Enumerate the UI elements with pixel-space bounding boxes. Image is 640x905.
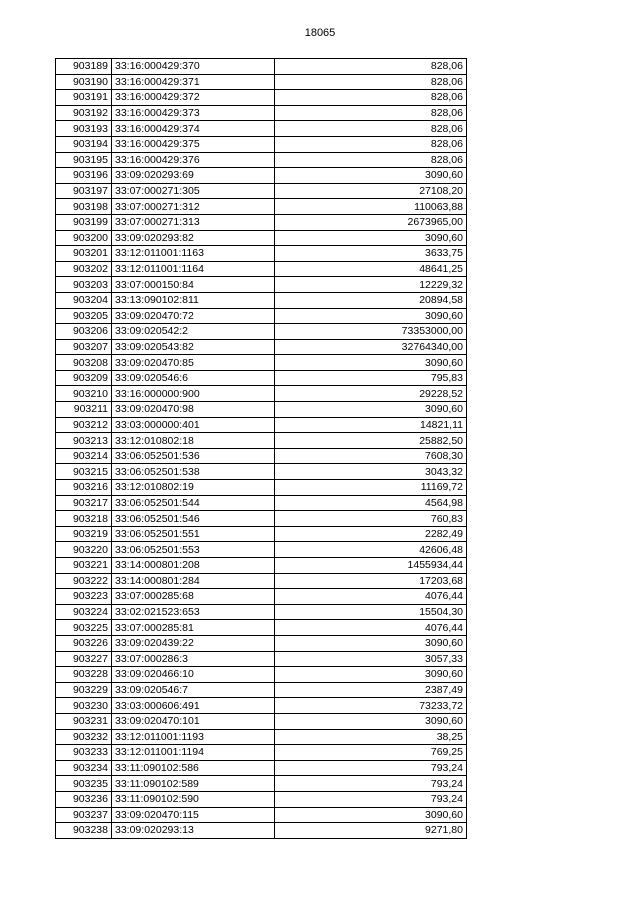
value-cell: 7608,30 bbox=[275, 448, 467, 464]
cadastral-number-cell: 33:11:090102:590 bbox=[112, 791, 275, 807]
value-cell: 9271,80 bbox=[275, 823, 467, 839]
row-number-cell: 903196 bbox=[56, 168, 112, 184]
row-number-cell: 903195 bbox=[56, 152, 112, 168]
row-number-cell: 903227 bbox=[56, 651, 112, 667]
value-cell: 11169,72 bbox=[275, 480, 467, 496]
value-cell: 828,06 bbox=[275, 90, 467, 106]
cadastral-number-cell: 33:12:011001:1194 bbox=[112, 745, 275, 761]
registry-table bbox=[55, 58, 467, 839]
row-number-cell: 903216 bbox=[56, 480, 112, 496]
value-cell: 4076,44 bbox=[275, 589, 467, 605]
table-row bbox=[56, 807, 467, 823]
cadastral-number-cell: 33:07:000286:3 bbox=[112, 651, 275, 667]
cadastral-number-cell: 33:13:090102:811 bbox=[112, 292, 275, 308]
cadastral-number-cell: 33:12:011001:1164 bbox=[112, 261, 275, 277]
cadastral-number-cell: 33:16:000429:375 bbox=[112, 136, 275, 152]
table-row bbox=[56, 105, 467, 121]
value-cell: 73233,72 bbox=[275, 698, 467, 714]
cadastral-number-cell: 33:16:000000:900 bbox=[112, 386, 275, 402]
row-number-cell: 903231 bbox=[56, 713, 112, 729]
row-number-cell: 903236 bbox=[56, 791, 112, 807]
cadastral-number-cell: 33:16:000429:374 bbox=[112, 121, 275, 137]
table-row bbox=[56, 651, 467, 667]
value-cell: 3090,60 bbox=[275, 308, 467, 324]
table-row bbox=[56, 417, 467, 433]
table-row bbox=[56, 823, 467, 839]
row-number-cell: 903205 bbox=[56, 308, 112, 324]
row-number-cell: 903214 bbox=[56, 448, 112, 464]
table-row bbox=[56, 339, 467, 355]
value-cell: 38,25 bbox=[275, 729, 467, 745]
value-cell: 4076,44 bbox=[275, 620, 467, 636]
table-row bbox=[56, 464, 467, 480]
cadastral-number-cell: 33:11:090102:586 bbox=[112, 760, 275, 776]
value-cell: 110063,88 bbox=[275, 199, 467, 215]
row-number-cell: 903224 bbox=[56, 604, 112, 620]
value-cell: 25882,50 bbox=[275, 433, 467, 449]
row-number-cell: 903235 bbox=[56, 776, 112, 792]
value-cell: 769,25 bbox=[275, 745, 467, 761]
registry-table-body bbox=[56, 59, 467, 839]
value-cell: 3090,60 bbox=[275, 713, 467, 729]
table-row bbox=[56, 183, 467, 199]
cadastral-number-cell: 33:12:010802:18 bbox=[112, 433, 275, 449]
value-cell: 3090,60 bbox=[275, 807, 467, 823]
row-number-cell: 903238 bbox=[56, 823, 112, 839]
table-row bbox=[56, 355, 467, 371]
value-cell: 828,06 bbox=[275, 152, 467, 168]
row-number-cell: 903211 bbox=[56, 402, 112, 418]
row-number-cell: 903193 bbox=[56, 121, 112, 137]
row-number-cell: 903202 bbox=[56, 261, 112, 277]
value-cell: 3633,75 bbox=[275, 246, 467, 262]
cadastral-number-cell: 33:09:020293:13 bbox=[112, 823, 275, 839]
table-row bbox=[56, 152, 467, 168]
row-number-cell: 903203 bbox=[56, 277, 112, 293]
value-cell: 3090,60 bbox=[275, 635, 467, 651]
table-row bbox=[56, 620, 467, 636]
row-number-cell: 903219 bbox=[56, 526, 112, 542]
row-number-cell: 903222 bbox=[56, 573, 112, 589]
row-number-cell: 903225 bbox=[56, 620, 112, 636]
row-number-cell: 903218 bbox=[56, 511, 112, 527]
cadastral-number-cell: 33:12:011001:1193 bbox=[112, 729, 275, 745]
value-cell: 828,06 bbox=[275, 74, 467, 90]
cadastral-number-cell: 33:09:020542:2 bbox=[112, 324, 275, 340]
value-cell: 828,06 bbox=[275, 105, 467, 121]
table-row bbox=[56, 573, 467, 589]
table-row bbox=[56, 526, 467, 542]
value-cell: 3090,60 bbox=[275, 168, 467, 184]
table-row bbox=[56, 386, 467, 402]
row-number-cell: 903208 bbox=[56, 355, 112, 371]
table-row bbox=[56, 635, 467, 651]
value-cell: 20894,58 bbox=[275, 292, 467, 308]
row-number-cell: 903221 bbox=[56, 558, 112, 574]
table-row bbox=[56, 308, 467, 324]
value-cell: 12229,32 bbox=[275, 277, 467, 293]
value-cell: 29228,52 bbox=[275, 386, 467, 402]
row-number-cell: 903191 bbox=[56, 90, 112, 106]
table-row bbox=[56, 745, 467, 761]
cadastral-number-cell: 33:16:000429:372 bbox=[112, 90, 275, 106]
cadastral-number-cell: 33:06:052501:544 bbox=[112, 495, 275, 511]
cadastral-number-cell: 33:09:020543:82 bbox=[112, 339, 275, 355]
value-cell: 2282,49 bbox=[275, 526, 467, 542]
cadastral-number-cell: 33:06:052501:536 bbox=[112, 448, 275, 464]
row-number-cell: 903210 bbox=[56, 386, 112, 402]
row-number-cell: 903220 bbox=[56, 542, 112, 558]
value-cell: 17203,68 bbox=[275, 573, 467, 589]
table-row bbox=[56, 791, 467, 807]
value-cell: 793,24 bbox=[275, 776, 467, 792]
value-cell: 4564,98 bbox=[275, 495, 467, 511]
cadastral-number-cell: 33:16:000429:370 bbox=[112, 59, 275, 75]
value-cell: 828,06 bbox=[275, 121, 467, 137]
table-row bbox=[56, 542, 467, 558]
row-number-cell: 903200 bbox=[56, 230, 112, 246]
value-cell: 48641,25 bbox=[275, 261, 467, 277]
table-row bbox=[56, 261, 467, 277]
row-number-cell: 903192 bbox=[56, 105, 112, 121]
table-row bbox=[56, 713, 467, 729]
value-cell: 73353000,00 bbox=[275, 324, 467, 340]
table-row bbox=[56, 277, 467, 293]
cadastral-number-cell: 33:09:020470:85 bbox=[112, 355, 275, 371]
row-number-cell: 903199 bbox=[56, 214, 112, 230]
value-cell: 27108,20 bbox=[275, 183, 467, 199]
table-row bbox=[56, 511, 467, 527]
value-cell: 15504,30 bbox=[275, 604, 467, 620]
cadastral-number-cell: 33:09:020439:22 bbox=[112, 635, 275, 651]
page-number: 18065 bbox=[304, 27, 336, 39]
row-number-cell: 903229 bbox=[56, 682, 112, 698]
value-cell: 2387,49 bbox=[275, 682, 467, 698]
cadastral-number-cell: 33:03:000000:401 bbox=[112, 417, 275, 433]
table-row bbox=[56, 698, 467, 714]
cadastral-number-cell: 33:07:000271:312 bbox=[112, 199, 275, 215]
value-cell: 1455934,44 bbox=[275, 558, 467, 574]
value-cell: 3090,60 bbox=[275, 667, 467, 683]
table-row bbox=[56, 558, 467, 574]
value-cell: 793,24 bbox=[275, 791, 467, 807]
row-number-cell: 903217 bbox=[56, 495, 112, 511]
value-cell: 828,06 bbox=[275, 136, 467, 152]
value-cell: 32764340,00 bbox=[275, 339, 467, 355]
cadastral-number-cell: 33:06:052501:538 bbox=[112, 464, 275, 480]
cadastral-number-cell: 33:09:020470:115 bbox=[112, 807, 275, 823]
cadastral-number-cell: 33:09:020546:6 bbox=[112, 370, 275, 386]
cadastral-number-cell: 33:06:052501:546 bbox=[112, 511, 275, 527]
row-number-cell: 903198 bbox=[56, 199, 112, 215]
cadastral-number-cell: 33:06:052501:553 bbox=[112, 542, 275, 558]
value-cell: 828,06 bbox=[275, 59, 467, 75]
table-row bbox=[56, 324, 467, 340]
value-cell: 3090,60 bbox=[275, 230, 467, 246]
table-row bbox=[56, 74, 467, 90]
table-row bbox=[56, 682, 467, 698]
row-number-cell: 903194 bbox=[56, 136, 112, 152]
table-row bbox=[56, 433, 467, 449]
cadastral-number-cell: 33:07:000150:84 bbox=[112, 277, 275, 293]
row-number-cell: 903213 bbox=[56, 433, 112, 449]
table-row bbox=[56, 59, 467, 75]
row-number-cell: 903190 bbox=[56, 74, 112, 90]
table-row bbox=[56, 230, 467, 246]
cadastral-number-cell: 33:16:000429:373 bbox=[112, 105, 275, 121]
cadastral-number-cell: 33:03:000606:491 bbox=[112, 698, 275, 714]
table-row bbox=[56, 667, 467, 683]
value-cell: 2673965,00 bbox=[275, 214, 467, 230]
row-number-cell: 903233 bbox=[56, 745, 112, 761]
row-number-cell: 903207 bbox=[56, 339, 112, 355]
cadastral-number-cell: 33:07:000285:81 bbox=[112, 620, 275, 636]
table-row bbox=[56, 729, 467, 745]
row-number-cell: 903212 bbox=[56, 417, 112, 433]
row-number-cell: 903206 bbox=[56, 324, 112, 340]
cadastral-number-cell: 33:16:000429:371 bbox=[112, 74, 275, 90]
table-row bbox=[56, 370, 467, 386]
row-number-cell: 903237 bbox=[56, 807, 112, 823]
table-row bbox=[56, 292, 467, 308]
cadastral-number-cell: 33:12:011001:1163 bbox=[112, 246, 275, 262]
cadastral-number-cell: 33:09:020470:101 bbox=[112, 713, 275, 729]
cadastral-number-cell: 33:09:020470:98 bbox=[112, 402, 275, 418]
cadastral-number-cell: 33:09:020466:10 bbox=[112, 667, 275, 683]
table-row bbox=[56, 90, 467, 106]
cadastral-number-cell: 33:16:000429:376 bbox=[112, 152, 275, 168]
table-row bbox=[56, 480, 467, 496]
row-number-cell: 903234 bbox=[56, 760, 112, 776]
table-row bbox=[56, 246, 467, 262]
cadastral-number-cell: 33:07:000285:68 bbox=[112, 589, 275, 605]
table-row bbox=[56, 589, 467, 605]
table-row bbox=[56, 604, 467, 620]
value-cell: 3057,33 bbox=[275, 651, 467, 667]
value-cell: 3043,32 bbox=[275, 464, 467, 480]
value-cell: 3090,60 bbox=[275, 402, 467, 418]
cadastral-number-cell: 33:14:000801:284 bbox=[112, 573, 275, 589]
row-number-cell: 903201 bbox=[56, 246, 112, 262]
row-number-cell: 903204 bbox=[56, 292, 112, 308]
cadastral-number-cell: 33:09:020293:69 bbox=[112, 168, 275, 184]
value-cell: 793,24 bbox=[275, 760, 467, 776]
row-number-cell: 903215 bbox=[56, 464, 112, 480]
value-cell: 42606,48 bbox=[275, 542, 467, 558]
cadastral-number-cell: 33:02:021523:653 bbox=[112, 604, 275, 620]
table-row bbox=[56, 168, 467, 184]
value-cell: 795,83 bbox=[275, 370, 467, 386]
table-row bbox=[56, 448, 467, 464]
table-row bbox=[56, 121, 467, 137]
value-cell: 3090,60 bbox=[275, 355, 467, 371]
row-number-cell: 903189 bbox=[56, 59, 112, 75]
row-number-cell: 903230 bbox=[56, 698, 112, 714]
table-row bbox=[56, 136, 467, 152]
cadastral-number-cell: 33:07:000271:313 bbox=[112, 214, 275, 230]
row-number-cell: 903209 bbox=[56, 370, 112, 386]
row-number-cell: 903197 bbox=[56, 183, 112, 199]
table-row bbox=[56, 214, 467, 230]
value-cell: 14821,11 bbox=[275, 417, 467, 433]
cadastral-number-cell: 33:11:090102:589 bbox=[112, 776, 275, 792]
cadastral-number-cell: 33:14:000801:208 bbox=[112, 558, 275, 574]
value-cell: 760,83 bbox=[275, 511, 467, 527]
table-row bbox=[56, 199, 467, 215]
row-number-cell: 903223 bbox=[56, 589, 112, 605]
cadastral-number-cell: 33:09:020546:7 bbox=[112, 682, 275, 698]
table-row bbox=[56, 776, 467, 792]
cadastral-number-cell: 33:07:000271:305 bbox=[112, 183, 275, 199]
row-number-cell: 903228 bbox=[56, 667, 112, 683]
cadastral-number-cell: 33:09:020293:82 bbox=[112, 230, 275, 246]
row-number-cell: 903232 bbox=[56, 729, 112, 745]
cadastral-number-cell: 33:06:052501:551 bbox=[112, 526, 275, 542]
table-row bbox=[56, 495, 467, 511]
table-row bbox=[56, 760, 467, 776]
row-number-cell: 903226 bbox=[56, 635, 112, 651]
cadastral-number-cell: 33:09:020470:72 bbox=[112, 308, 275, 324]
cadastral-number-cell: 33:12:010802:19 bbox=[112, 480, 275, 496]
table-row bbox=[56, 402, 467, 418]
